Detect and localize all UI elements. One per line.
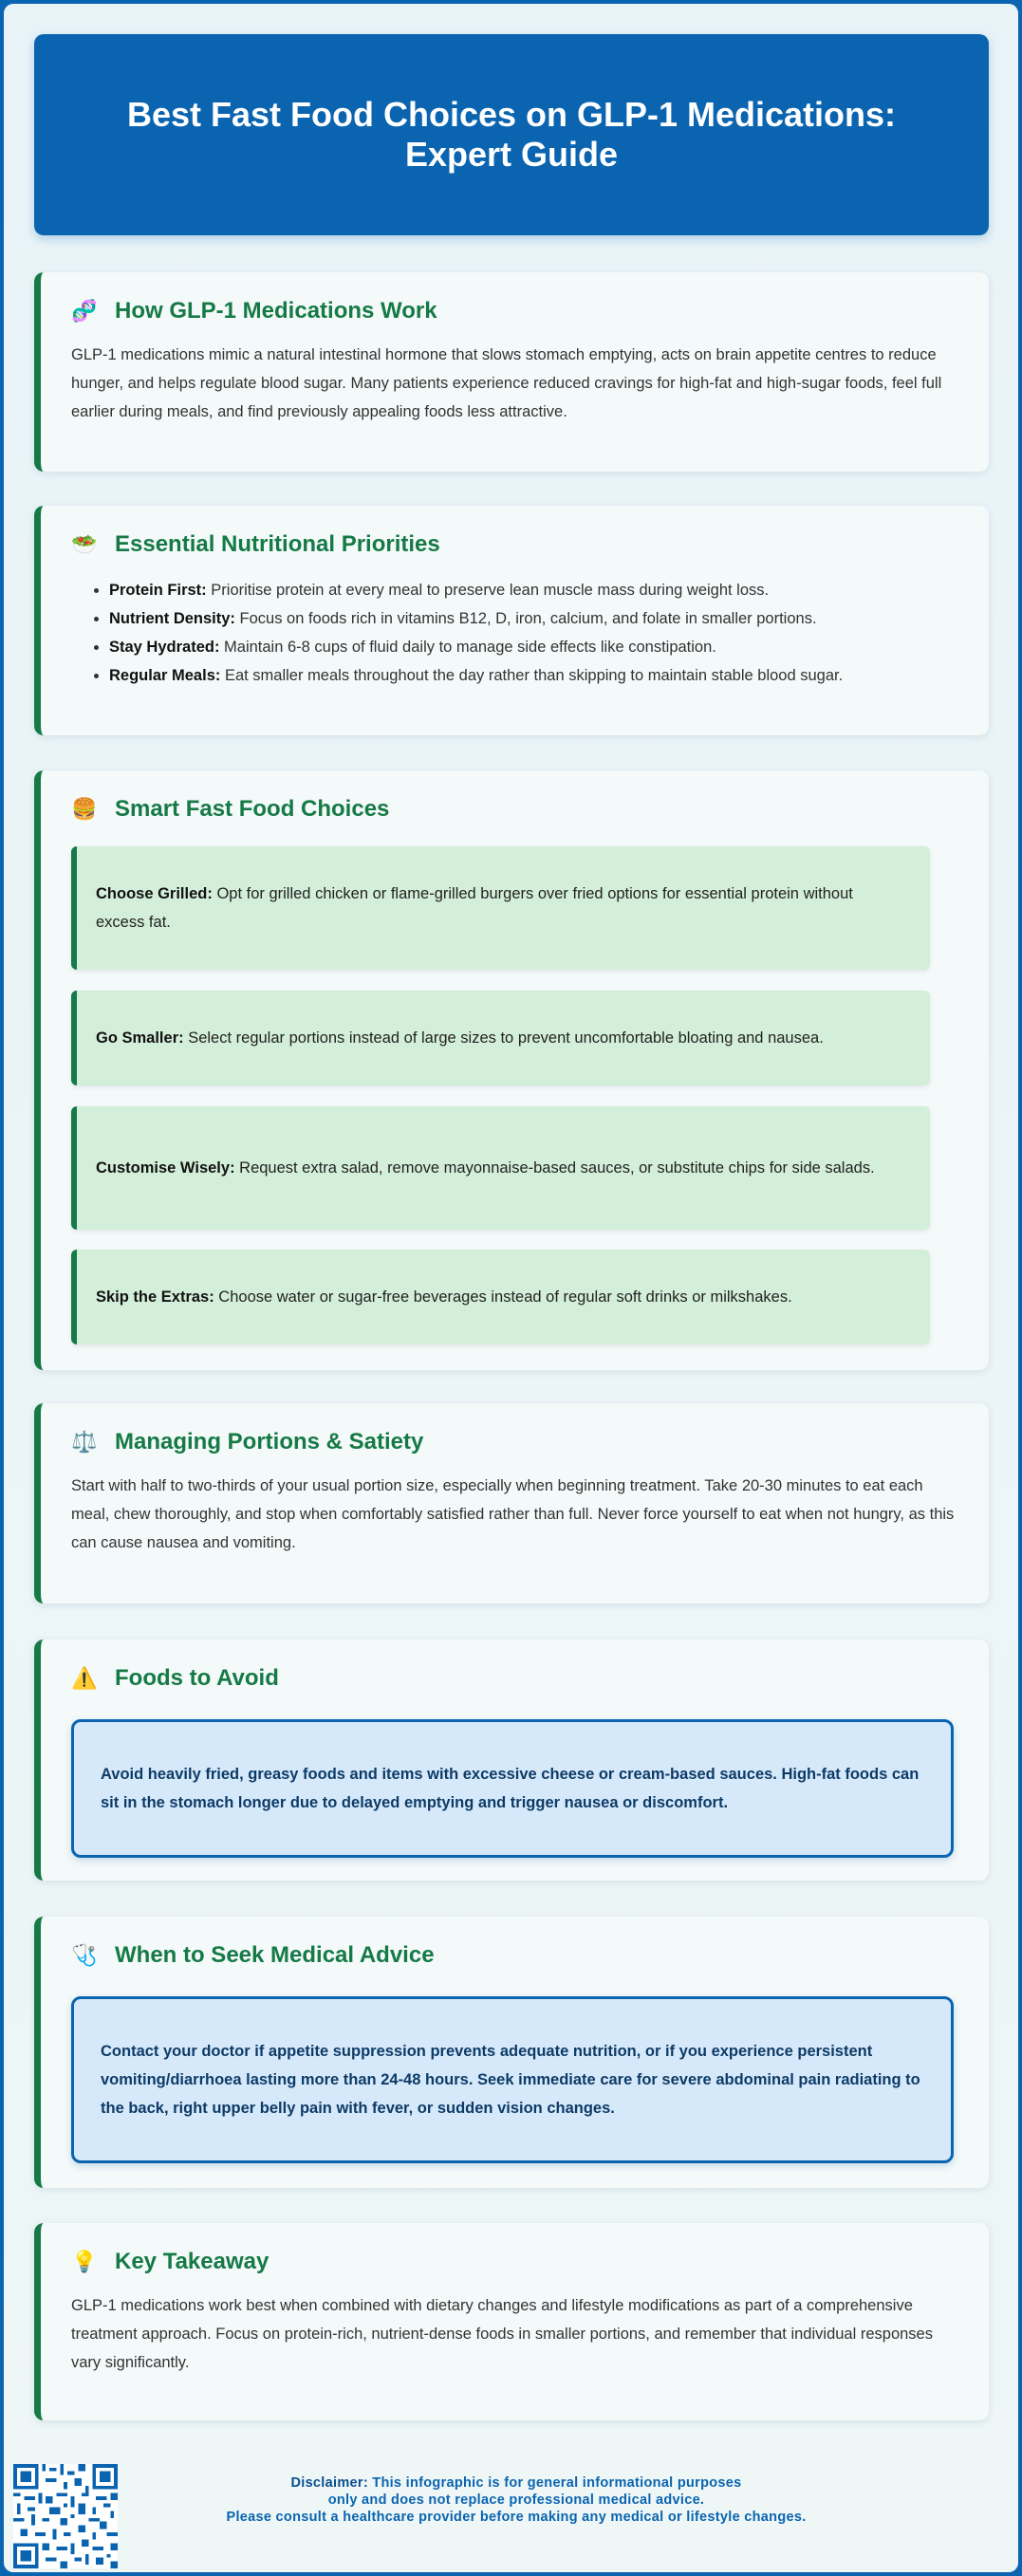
page-title: Best Fast Food Choices on GLP-1 Medications: Expert Guide: [126, 95, 897, 174]
section-key-takeaway: [34, 2223, 989, 2420]
disclaimer-line1: This infographic is for general informational purposes: [367, 2475, 742, 2491]
list-item: • Nutrient Density: Focus on foods rich in vitamins B12, D, iron, calcium, and folate in smaller portions.: [109, 604, 962, 633]
scales-icon: ⚖️: [71, 1430, 98, 1454]
section-medical-advice: [34, 1917, 989, 2188]
section-title: Smart Fast Food Choices: [115, 796, 390, 822]
salad-icon: 🥗: [71, 532, 98, 556]
list-item: • Stay Hydrated: Maintain 6-8 cups of fluid daily to manage side effects like constipation.: [109, 633, 962, 661]
lightbulb-icon: 💡: [71, 2250, 98, 2273]
section-text: GLP-1 medications mimic a natural intestinal hormone that slows stomach emptying, acts on brain appetite centres to reduce hunger, and helps regulate blood sugar. Many patients experience reduced cravings for high-fat and high-sugar foods, feel full earlier during meals, and find previously appealing foods less attractive.: [71, 346, 942, 420]
tip-card-skip-extras: Skip the Extras: Choose water or sugar-free beverages instead of regular soft drinks or milkshakes.: [71, 1250, 930, 1344]
disclaimer-line3: Please consult a healthcare provider before making any medical or lifestyle changes.: [226, 2510, 807, 2525]
list-item: • Regular Meals: Eat smaller meals throughout the day rather than skipping to maintain stable blood sugar.: [109, 661, 962, 690]
header-banner: [34, 34, 989, 235]
disclaimer: [137, 2474, 896, 2526]
section-title: How GLP-1 Medications Work: [115, 298, 437, 324]
section-smart-choices: [34, 770, 989, 1370]
section-title: When to Seek Medical Advice: [115, 1942, 435, 1968]
stethoscope-icon: 🩺: [71, 1943, 98, 1967]
tip-card-go-smaller: Go Smaller: Select regular portions instead of large sizes to prevent uncomfortable bloating and nausea.: [71, 991, 930, 1085]
tip-card-choose-grilled: Choose Grilled: Opt for grilled chicken or flame-grilled burgers over fried options for essential protein without excess fat.: [71, 846, 930, 970]
tip-card-customise-wisely: Customise Wisely: Request extra salad, remove mayonnaise-based sauces, or substitute chips for side salads.: [71, 1106, 930, 1230]
section-text: Start with half to two-thirds of your usual portion size, especially when beginning treatment. Take 20-30 minutes to eat each meal, chew thoroughly, and stop when comfortably satisfied rather than full. Never force yourself to eat when not hungry, as this can cause nausea and vomiting.: [71, 1477, 955, 1551]
priorities-list: [71, 576, 962, 690]
warning-icon: ⚠️: [71, 1666, 98, 1690]
disclaimer-line2: only and does not replace professional medical advice.: [327, 2493, 705, 2508]
section-how-glp1-works: [34, 272, 989, 472]
section-title: Key Takeaway: [115, 2249, 269, 2274]
burger-icon: 🍔: [71, 797, 98, 821]
section-title: Managing Portions & Satiety: [115, 1429, 424, 1455]
section-title: Foods to Avoid: [115, 1665, 279, 1691]
qr-code-icon: [13, 2464, 118, 2568]
alert-box: Contact your doctor if appetite suppression prevents adequate nutrition, or if you experience persistent vomiting/diarrhoea lasting more than 24-48 hours. Seek immediate care for severe abdominal pain radiating to the back, right upper belly pain with fever, or sudden vision changes.: [71, 1996, 954, 2163]
section-nutritional-priorities: [34, 506, 989, 735]
list-item: • Protein First: Prioritise protein at every meal to preserve lean muscle mass during weight loss.: [109, 576, 962, 604]
alert-box: Avoid heavily fried, greasy foods and items with excessive cheese or cream-based sauces. High-fat foods can sit in the stomach longer due to delayed emptying and trigger nausea or discomfort.: [71, 1719, 954, 1858]
page-frame: [4, 4, 1018, 2572]
disclaimer-label: Disclaimer:: [290, 2475, 368, 2491]
section-title: Essential Nutritional Priorities: [115, 531, 440, 557]
dna-icon: 🧬: [71, 299, 98, 323]
section-managing-portions: [34, 1403, 989, 1603]
section-text: GLP-1 medications work best when combined with dietary changes and lifestyle modifications as part of a comprehensive treatment approach. Focus on protein-rich, nutrient-dense foods in smaller portions, and remember that individual responses vary significantly.: [71, 2297, 933, 2371]
section-foods-to-avoid: [34, 1640, 989, 1881]
